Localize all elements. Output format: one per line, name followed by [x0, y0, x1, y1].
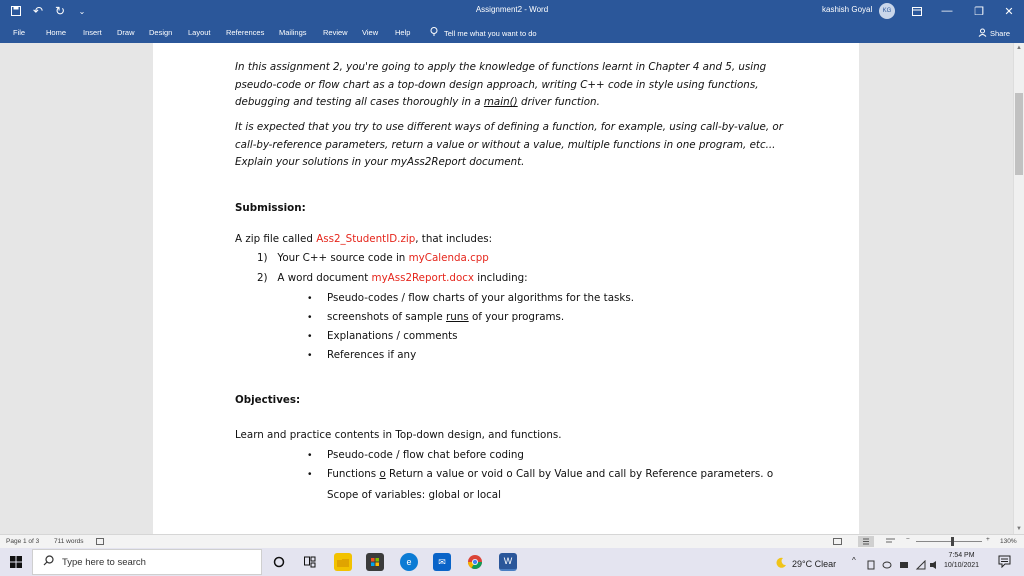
call-by-text: Call by Value and call by Reference parameters.	[515, 468, 764, 480]
zoom-in-icon[interactable]: +	[986, 536, 990, 543]
tab-references[interactable]: References	[226, 28, 265, 37]
objective-bullet[interactable]: Pseudo-code / flow chat before coding	[327, 449, 524, 461]
focus-mode-icon[interactable]	[833, 538, 842, 547]
clock-date: 10/10/2021	[944, 562, 980, 569]
bullet-item[interactable]: Explanations / comments	[327, 330, 458, 342]
runs-text: runs	[446, 311, 469, 323]
word-app-icon[interactable]: W	[499, 553, 517, 571]
sub-bullet-icon: o	[506, 468, 513, 480]
bullet-item[interactable]: Pseudo-codes / flow charts of your algorithms for the tasks.	[327, 292, 634, 304]
tab-mailings[interactable]: Mailings	[279, 28, 307, 37]
list-number: 1)	[257, 252, 268, 264]
tell-me-label: Tell me what you want to do	[444, 28, 537, 38]
bullet-item[interactable]	[327, 311, 564, 323]
minimize-icon[interactable]: —	[941, 5, 953, 17]
undo-icon[interactable]: ↶	[32, 4, 44, 18]
tab-file[interactable]: File	[13, 28, 26, 37]
search-icon	[43, 555, 54, 569]
weather-widget[interactable]	[775, 557, 836, 571]
screenshot-pre: screenshots of sample	[327, 311, 443, 323]
tab-review[interactable]: Review	[323, 28, 348, 37]
windows-start-icon[interactable]	[0, 548, 32, 576]
item2-suffix: including:	[477, 272, 528, 284]
tab-layout[interactable]: Layout	[188, 28, 211, 37]
redo-icon[interactable]: ↻	[54, 4, 66, 18]
clock-time: 7:54 PM	[948, 552, 975, 559]
page-indicator[interactable]: Page 1 of 3	[6, 538, 40, 545]
intro-text: In this assignment 2, you're going to apply the knowledge of functions learnt in Chapter 4 and 5, using pseudo-code or flow chart as a top-down design approach, writing C++ code in style using functions, debugging and testing all cases thoroughly in a	[235, 61, 767, 108]
objective-bullet-continuation[interactable]: Scope of variables: global or local	[327, 489, 501, 501]
share-button[interactable]	[978, 28, 1010, 39]
chrome-icon[interactable]	[466, 553, 484, 571]
tab-view[interactable]: View	[362, 28, 379, 37]
main-function-text: main()	[483, 96, 518, 108]
ribbon-tabs	[0, 22, 1024, 43]
item2-filename: myAss2Report.docx	[371, 272, 474, 284]
bullet-icon: •	[308, 450, 312, 461]
share-label: Share	[989, 29, 1010, 38]
tab-insert[interactable]: Insert	[83, 28, 102, 37]
mail-icon[interactable]: ✉	[433, 553, 451, 571]
user-name[interactable]: kashish Goyal	[822, 5, 873, 14]
zoom-out-icon[interactable]: −	[906, 536, 910, 543]
tab-design[interactable]: Design	[149, 28, 173, 37]
zoom-level[interactable]: 130%	[1000, 538, 1017, 545]
web-layout-icon[interactable]	[886, 538, 895, 547]
lightbulb-icon	[430, 27, 438, 39]
show-hidden-icons-icon[interactable]: ^	[852, 556, 856, 565]
proofing-icon[interactable]	[96, 538, 104, 547]
zoom-slider-thumb[interactable]	[951, 537, 954, 546]
tab-help[interactable]: Help	[395, 28, 411, 37]
close-icon[interactable]: ✕	[1004, 5, 1014, 18]
bullet-item[interactable]: References if any	[327, 349, 417, 361]
bullet-icon: •	[308, 350, 312, 361]
title-bar	[0, 0, 1024, 22]
moon-icon	[775, 557, 787, 571]
zoom-slider[interactable]	[916, 541, 982, 542]
restore-icon[interactable]: ❐	[974, 5, 984, 18]
system-tray-icons[interactable]	[867, 557, 937, 575]
zip-prefix: A zip file called	[235, 233, 313, 245]
zip-suffix: , that includes:	[415, 233, 493, 245]
sub-bullet-icon: o	[379, 468, 386, 480]
zip-filename: Ass2_StudentID.zip	[316, 233, 416, 245]
item1-text: Your C++ source code in	[277, 252, 406, 264]
notification-icon[interactable]	[998, 555, 1011, 573]
customize-quick-access-icon[interactable]: ⌄	[78, 6, 86, 16]
search-placeholder: Type here to search	[62, 556, 146, 568]
tell-me-box[interactable]	[430, 27, 537, 39]
intro-end-text: driver function.	[520, 96, 600, 108]
taskbar	[0, 548, 1024, 576]
status-bar	[0, 534, 1024, 548]
document-title: Assignment2 - Word	[475, 5, 549, 14]
item1-filename: myCalenda.cpp	[408, 252, 489, 264]
objectives-heading: Objectives:	[235, 394, 301, 406]
functions-text: Functions	[327, 468, 377, 480]
document-page[interactable]	[153, 43, 859, 534]
file-explorer-icon[interactable]	[334, 553, 352, 571]
edge-icon[interactable]: e	[400, 553, 418, 571]
intro-paragraph-1[interactable]	[235, 59, 795, 112]
print-layout-icon[interactable]	[858, 536, 874, 547]
word-count[interactable]: 711 words	[54, 538, 84, 545]
taskbar-search-input[interactable]	[32, 549, 262, 575]
list-number: 2)	[257, 272, 268, 284]
return-text: Return a value or void	[389, 468, 504, 480]
item2-text: A word document	[277, 272, 369, 284]
scroll-up-icon[interactable]: ▲	[1016, 45, 1022, 51]
bullet-icon: •	[308, 331, 312, 342]
list-item-2[interactable]	[257, 272, 528, 284]
list-item-1[interactable]	[257, 252, 489, 264]
scroll-down-icon[interactable]: ▼	[1016, 526, 1022, 532]
clock[interactable]	[944, 551, 979, 571]
submission-heading: Submission:	[235, 202, 306, 214]
intro-paragraph-2[interactable]: It is expected that you try to use different ways of defining a function, for example, using call-by-value, or call-by-reference parameters, return a value or without a value, multiple functions in one program, etc... Explain your solutions in your myAss2Report document.	[235, 121, 783, 168]
ribbon-display-options-icon[interactable]	[904, 0, 930, 22]
document-canvas[interactable]	[0, 43, 1013, 534]
zip-line[interactable]	[235, 233, 492, 245]
objectives-text[interactable]: Learn and practice contents in Top-down design, and functions.	[235, 429, 562, 441]
person-icon	[978, 28, 987, 39]
weather-text: 29°C Clear	[792, 559, 837, 569]
vertical-scrollbar[interactable]	[1013, 43, 1024, 534]
cortana-icon[interactable]	[270, 553, 288, 571]
screenshot-post: of your programs.	[471, 311, 565, 323]
task-view-icon[interactable]	[301, 553, 319, 571]
bullet-icon: •	[308, 293, 312, 304]
bullet-icon: •	[308, 469, 312, 480]
tab-draw[interactable]: Draw	[117, 28, 135, 37]
scroll-thumb[interactable]	[1015, 93, 1023, 175]
sub-bullet-icon: o	[766, 468, 774, 480]
avatar[interactable]: KG	[879, 3, 895, 19]
objective-bullet[interactable]	[327, 468, 773, 480]
store-icon[interactable]	[366, 553, 384, 571]
bullet-icon: •	[308, 312, 312, 323]
tab-home[interactable]: Home	[46, 28, 67, 37]
